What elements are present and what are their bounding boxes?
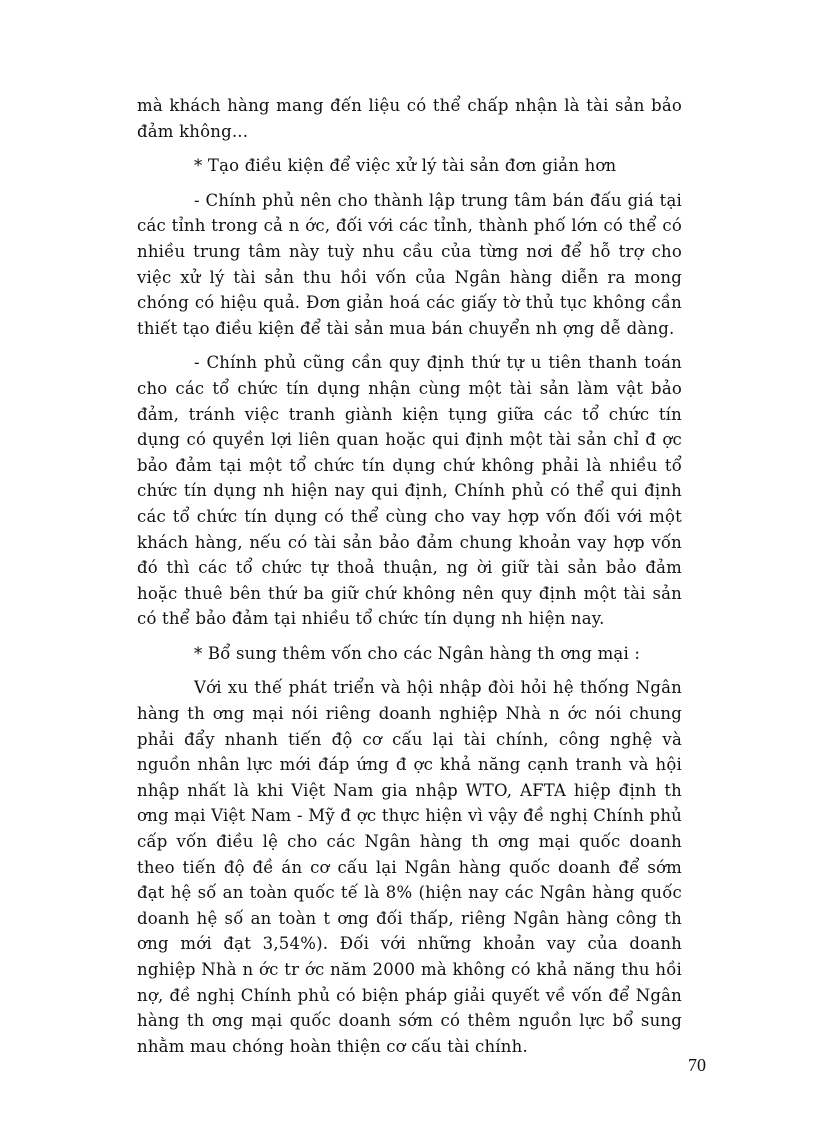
heading-simplify-asset-handling: * Tạo điều kiện để việc xử lý tài sản đơn giản hơn (194, 156, 617, 176)
paragraph-continuation: mà khách hàng mang đến liệu có thể chấp nhận là tài sản bảo đảm không... (137, 96, 682, 141)
body-text (137, 93, 682, 1059)
paragraph-capital-supplement: Với xu thế phát triển và hội nhập đòi hỏi hệ thống Ngân hàng th ơng mại nói riêng doanh nghiệp Nhà n ớc nói chung phải đẩy nhanh tiến độ cơ cấu lại tài chính, công nghệ và nguồn nhân lực mới đáp ứng đ ợc khả năng cạnh tranh và hội nhập nhất là khi Việt Nam gia nhập WTO, AFTA hiệp định th ơng mại Việt Nam - Mỹ đ ợc thực hiện vì vậy đề nghị Chính phủ cấp vốn điều lệ cho các Ngân hàng th ơng mại quốc doanh theo tiến độ đề án cơ cấu lại Ngân hàng quốc doanh để sớm đạt hệ số an toàn quốc tế là 8% (hiện nay các Ngân hàng quốc doanh hệ số an toàn t ơng đối thấp, riêng Ngân hàng công th ơng mới đạt 3,54%). Đối với những khoản vay của doanh nghiệp Nhà n ớc tr ớc năm 2000 mà không có khả năng thu hồi nợ, đề nghị Chính phủ có biện pháp giải quyết về vốn để Ngân hàng th ơng mại quốc doanh sớm có thêm nguồn lực bổ sung nhằm mau chóng hoàn thiện cơ cấu tài chính. (137, 678, 682, 1056)
heading-capital-supplement: * Bổ sung thêm vốn cho các Ngân hàng th ơng mại : (194, 643, 641, 663)
page-number: 70 (688, 1055, 706, 1075)
paragraph-auction-centers: - Chính phủ nên cho thành lập trung tâm bán đấu giá tại các tỉnh trong cả n ớc, đối với các tỉnh, thành phố lớn có thể có nhiều trung tâm này tuỳ nhu cầu của từng nơi để hỗ trợ cho việc xử lý tài sản thu hồi vốn của Ngân hàng diễn ra mong chóng có hiệu quả. Đơn giản hoá các giấy tờ thủ tục không cần thiết tạo điều kiện để tài sản mua bán chuyển nh ợng dễ dàng. (137, 190, 682, 338)
paragraph-payment-priority: - Chính phủ cũng cần quy định thứ tự u tiên thanh toán cho các tổ chức tín dụng nhận cùng một tài sản làm vật bảo đảm, tránh việc tranh giành kiện tụng giữa các tổ chức tín dụng có quyền lợi liên quan hoặc qui định một tài sản chỉ đ ợc bảo đảm tại một tổ chức tín dụng chứ không phải là nhiều tổ chức tín dụng nh hiện nay qui định, Chính phủ có thể qui định các tổ chức tín dụng có thể cùng cho vay hợp vốn đối với một khách hàng, nếu có tài sản bảo đảm chung khoản vay hợp vốn đó thì các tổ chức tự thoả thuận, ng ời giữ tài sản bảo đảm hoặc thuê bên thứ ba giữ chứ không nên quy định một tài sản có thể bảo đảm tại nhiều tổ chức tín dụng nh hiện nay. (137, 353, 682, 629)
